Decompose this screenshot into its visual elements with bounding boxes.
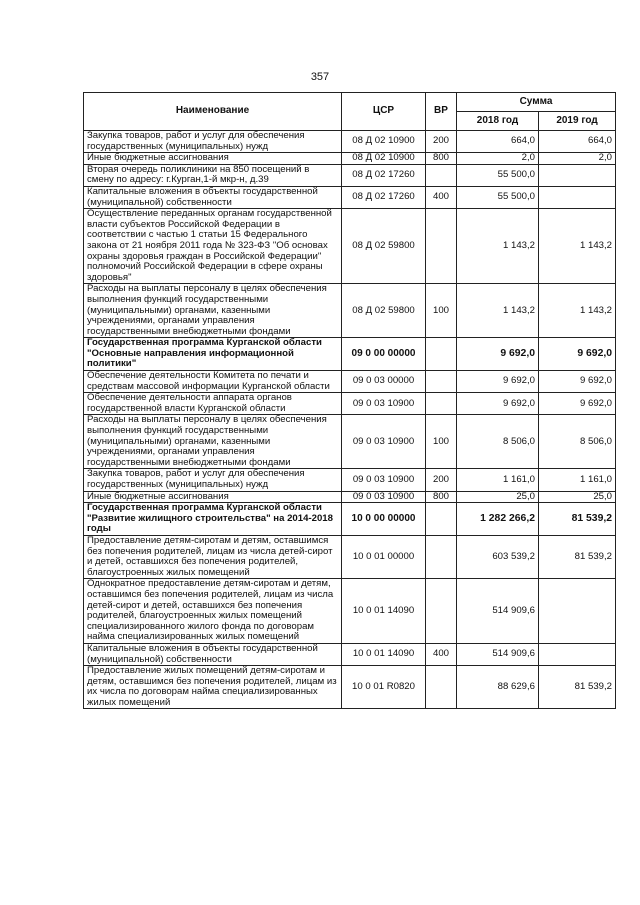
row-sum-2019: 1 143,2	[539, 284, 616, 338]
row-vr-code: 100	[426, 415, 457, 469]
row-name: Государственная программа Курганской области "Основные направления информационной политики"	[84, 338, 342, 371]
table-row	[84, 535, 616, 578]
row-csr-code: 08 Д 02 10900	[342, 131, 426, 153]
row-vr-code: 400	[426, 643, 457, 665]
row-name: Однократное предоставление детям-сиротам и детям, оставшимся без попечения родителей, лицам из числа детей-сирот и детей, оставшихся без попечения родителей, благоустроенных жилых помещений специализированного жилого фонда по договорам найма специализированных жилых помещений	[84, 579, 342, 644]
row-sum-2018: 88 629,6	[457, 666, 539, 709]
row-sum-2019: 81 539,2	[539, 666, 616, 709]
row-csr-code: 08 Д 02 59800	[342, 284, 426, 338]
table-row	[84, 415, 616, 469]
table-row	[84, 579, 616, 644]
row-sum-2018: 603 539,2	[457, 535, 539, 578]
row-vr-code	[426, 503, 457, 536]
row-sum-2018: 2,0	[457, 153, 539, 165]
row-sum-2018: 514 909,6	[457, 579, 539, 644]
row-csr-code: 09 0 03 10900	[342, 393, 426, 415]
row-name: Предоставление детям-сиротам и детям, оставшимся без попечения родителей, лицам из числа детей-сирот и детей, оставшихся без попечения родителей, благоустроенных жилых помещений	[84, 535, 342, 578]
row-csr-code: 10 0 00 00000	[342, 503, 426, 536]
row-vr-code	[426, 338, 457, 371]
table-row	[84, 371, 616, 393]
row-sum-2019: 664,0	[539, 131, 616, 153]
row-sum-2018: 25,0	[457, 491, 539, 503]
row-name: Расходы на выплаты персоналу в целях обеспечения выполнения функций государственными (муниципальными) органами, казенными учреждениями, органами управления государственными внебюджетными фондами	[84, 415, 342, 469]
header-year-2018: 2018 год	[457, 112, 539, 131]
row-sum-2019: 2,0	[539, 153, 616, 165]
budget-table	[83, 92, 616, 709]
header-name: Наименование	[84, 93, 342, 131]
row-sum-2019	[539, 164, 616, 186]
header-vr: ВР	[426, 93, 457, 131]
row-name: Государственная программа Курганской области "Развитие жилищного строительства" на 2014-2018 годы	[84, 503, 342, 536]
page-number: 357	[310, 71, 330, 83]
header-sum: Сумма	[457, 93, 616, 112]
row-sum-2018: 9 692,0	[457, 371, 539, 393]
table-row	[84, 469, 616, 491]
row-sum-2018: 514 909,6	[457, 643, 539, 665]
row-sum-2019: 81 539,2	[539, 503, 616, 536]
row-sum-2018: 1 161,0	[457, 469, 539, 491]
row-vr-code	[426, 209, 457, 284]
row-csr-code: 10 0 01 R0820	[342, 666, 426, 709]
row-sum-2018: 9 692,0	[457, 393, 539, 415]
row-vr-code	[426, 666, 457, 709]
table-row	[84, 503, 616, 536]
row-vr-code	[426, 579, 457, 644]
row-sum-2019	[539, 579, 616, 644]
row-name: Закупка товаров, работ и услуг для обеспечения государственных (муниципальных) нужд	[84, 469, 342, 491]
row-csr-code: 08 Д 02 10900	[342, 153, 426, 165]
row-vr-code: 400	[426, 186, 457, 208]
row-sum-2019: 81 539,2	[539, 535, 616, 578]
row-csr-code: 08 Д 02 17260	[342, 164, 426, 186]
row-vr-code: 200	[426, 469, 457, 491]
row-sum-2019: 1 161,0	[539, 469, 616, 491]
row-vr-code: 100	[426, 284, 457, 338]
table-row	[84, 164, 616, 186]
row-sum-2019: 9 692,0	[539, 371, 616, 393]
row-name: Предоставление жилых помещений детям-сиротам и детям, оставшимся без попечения родителей, лицам из их числа по договорам найма специализированных жилых помещений	[84, 666, 342, 709]
table-row	[84, 643, 616, 665]
row-csr-code: 10 0 01 14090	[342, 579, 426, 644]
row-sum-2018: 1 143,2	[457, 209, 539, 284]
row-name: Иные бюджетные ассигнования	[84, 491, 342, 503]
row-name: Осуществление переданных органам государственной власти субъектов Российской Федерации в соответствии с частью 1 статьи 15 Федерального закона от 21 ноября 2011 года № 323-ФЗ "Об основах охраны здоровья граждан в Российской Федерации" полномочий Российской Федерации в сфере охраны здоровья"	[84, 209, 342, 284]
row-name: Иные бюджетные ассигнования	[84, 153, 342, 165]
row-vr-code	[426, 393, 457, 415]
row-sum-2018: 664,0	[457, 131, 539, 153]
row-sum-2019: 9 692,0	[539, 393, 616, 415]
row-name: Обеспечение деятельности Комитета по печати и средствам массовой информации Курганской области	[84, 371, 342, 393]
row-csr-code: 09 0 03 00000	[342, 371, 426, 393]
row-vr-code: 200	[426, 131, 457, 153]
row-csr-code: 08 Д 02 59800	[342, 209, 426, 284]
header-csr: ЦСР	[342, 93, 426, 131]
row-name: Капитальные вложения в объекты государственной (муниципальной) собственности	[84, 643, 342, 665]
table-row	[84, 338, 616, 371]
row-csr-code: 08 Д 02 17260	[342, 186, 426, 208]
row-sum-2018: 55 500,0	[457, 164, 539, 186]
row-csr-code: 10 0 01 00000	[342, 535, 426, 578]
row-sum-2018: 1 282 266,2	[457, 503, 539, 536]
row-csr-code: 09 0 03 10900	[342, 415, 426, 469]
row-sum-2018: 9 692,0	[457, 338, 539, 371]
row-vr-code	[426, 535, 457, 578]
row-name: Обеспечение деятельности аппарата органов государственной власти Курганской области	[84, 393, 342, 415]
row-sum-2019: 1 143,2	[539, 209, 616, 284]
row-vr-code: 800	[426, 491, 457, 503]
row-name: Вторая очередь поликлиники на 850 посещений в смену по адресу: г.Курган,1-й мкр-н, д.39	[84, 164, 342, 186]
row-csr-code: 09 0 03 10900	[342, 491, 426, 503]
table-row	[84, 666, 616, 709]
table-row	[84, 393, 616, 415]
table-row	[84, 284, 616, 338]
row-sum-2019: 8 506,0	[539, 415, 616, 469]
row-sum-2018: 55 500,0	[457, 186, 539, 208]
row-sum-2019: 9 692,0	[539, 338, 616, 371]
table-row	[84, 186, 616, 208]
row-csr-code: 10 0 01 14090	[342, 643, 426, 665]
row-sum-2018: 1 143,2	[457, 284, 539, 338]
row-csr-code: 09 0 03 10900	[342, 469, 426, 491]
row-name: Закупка товаров, работ и услуг для обеспечения государственных (муниципальных) нужд	[84, 131, 342, 153]
table-row	[84, 491, 616, 503]
row-vr-code	[426, 371, 457, 393]
header-year-2019: 2019 год	[539, 112, 616, 131]
table-row	[84, 209, 616, 284]
row-csr-code: 09 0 00 00000	[342, 338, 426, 371]
row-vr-code: 800	[426, 153, 457, 165]
row-sum-2019: 25,0	[539, 491, 616, 503]
row-name: Расходы на выплаты персоналу в целях обеспечения выполнения функций государственными (муниципальными) органами, казенными учреждениями, органами управления государственными внебюджетными фондами	[84, 284, 342, 338]
row-name: Капитальные вложения в объекты государственной (муниципальной) собственности	[84, 186, 342, 208]
row-sum-2019	[539, 643, 616, 665]
table-row	[84, 153, 616, 165]
row-sum-2019	[539, 186, 616, 208]
table-row	[84, 131, 616, 153]
row-vr-code	[426, 164, 457, 186]
row-sum-2018: 8 506,0	[457, 415, 539, 469]
